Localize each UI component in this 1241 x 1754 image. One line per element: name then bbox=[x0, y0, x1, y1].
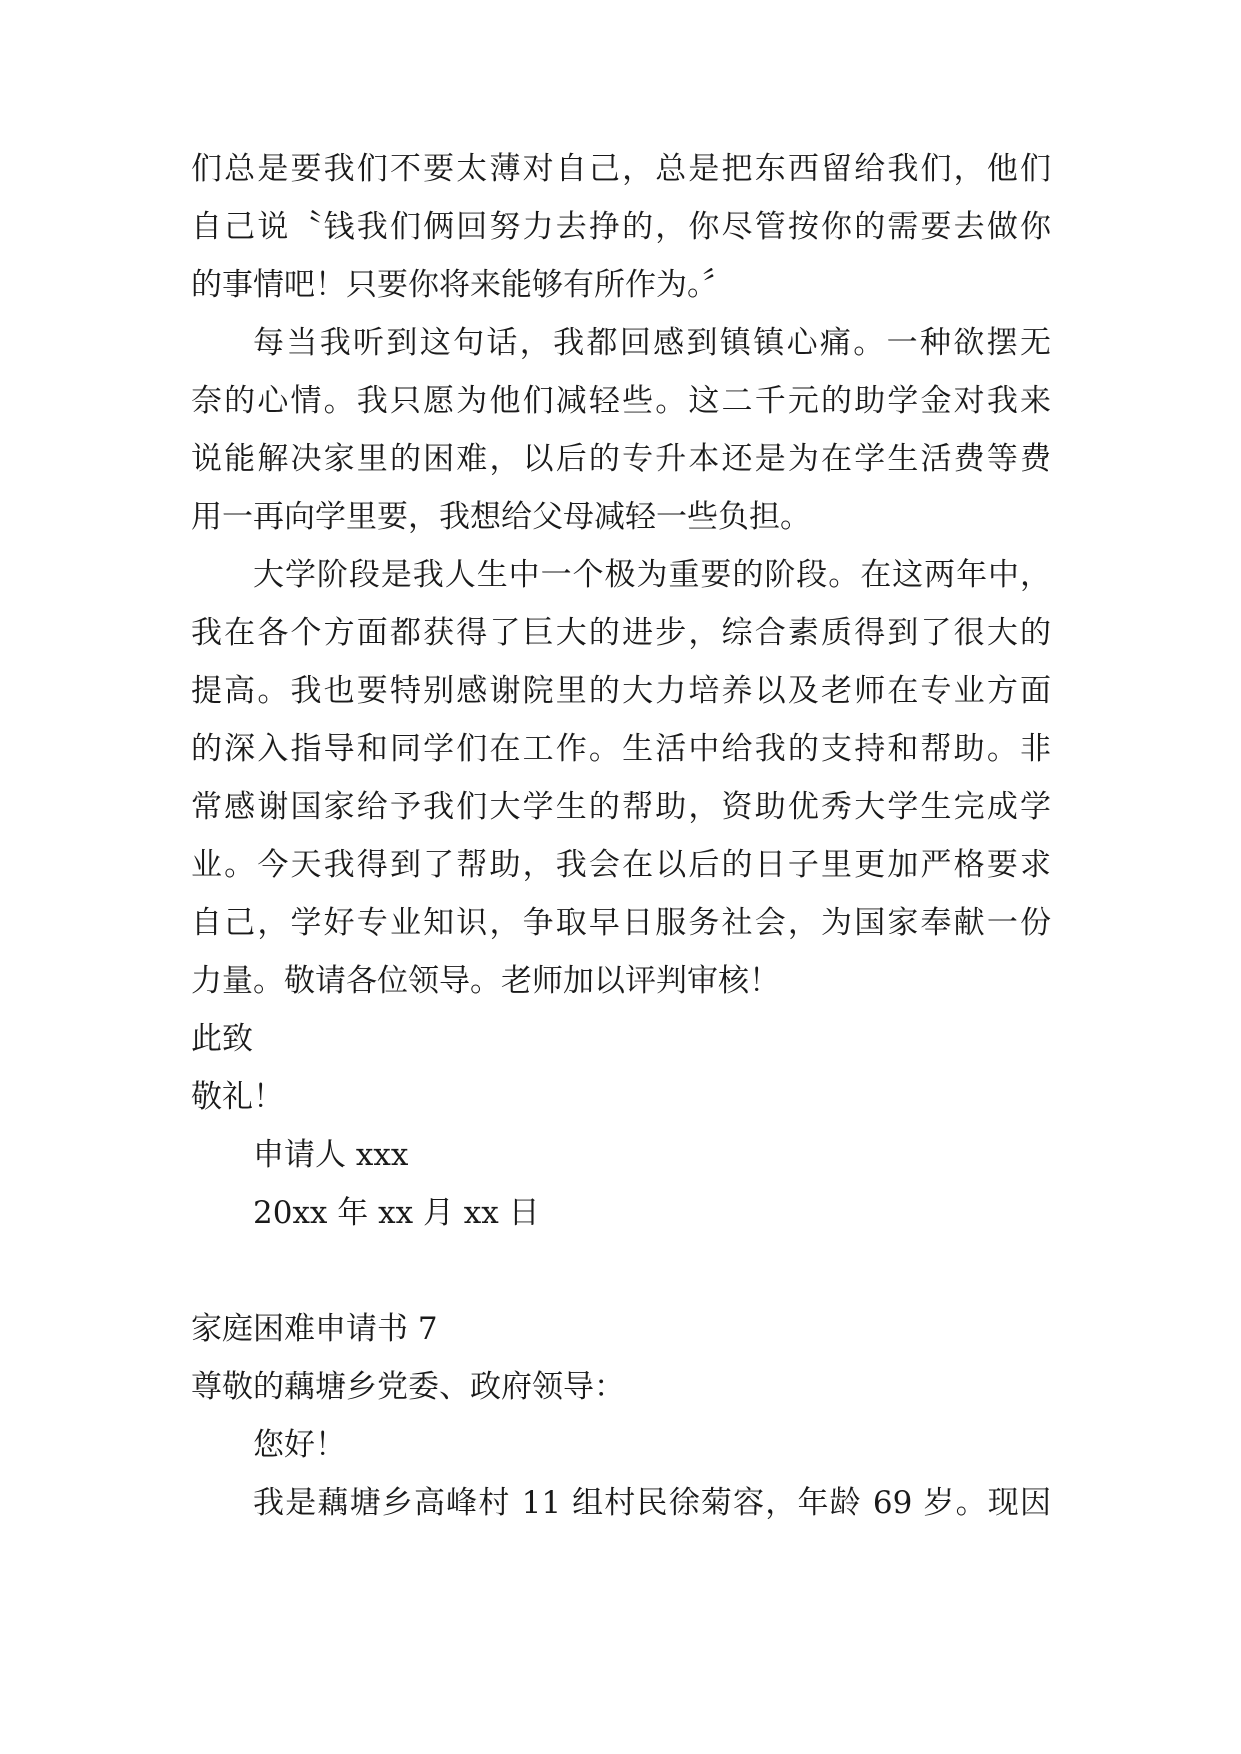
paragraph-line: 每当我听到这句话，我都回感到镇镇心痛。一种欲摆无 bbox=[253, 325, 1051, 361]
paragraph-line: 的深入指导和同学们在工作。生活中给我的支持和帮助。非 bbox=[191, 731, 1051, 767]
paragraph-line: 提高。我也要特别感谢院里的大力培养以及老师在专业方面 bbox=[191, 673, 1051, 709]
paragraph-line: 用一再向学里要，我想给父母减轻一些负担。 bbox=[191, 499, 811, 535]
paragraph-line: 奈的心情。我只愿为他们减轻些。这二千元的助学金对我来 bbox=[191, 383, 1051, 419]
paragraph-line: 我是藕塘乡高峰村 11 组村民徐菊容，年龄 69 岁。现因 bbox=[253, 1485, 1051, 1521]
applicant-signature: 申请人 xxx bbox=[253, 1137, 409, 1173]
paragraph-line: 的事情吧！只要你将来能够有所作为。〞 bbox=[191, 267, 734, 303]
paragraph-line: 常感谢国家给予我们大学生的帮助，资助优秀大学生完成学 bbox=[191, 789, 1051, 825]
paragraph-line: 自己说〝钱我们俩回努力去挣的，你尽管按你的需要去做你 bbox=[191, 209, 1051, 245]
signature-date: 20xx 年 xx 月 xx 日 bbox=[253, 1195, 540, 1231]
section-title: 家庭困难申请书 7 bbox=[191, 1311, 438, 1347]
letter-addressee: 尊敬的藕塘乡党委、政府领导： bbox=[191, 1369, 625, 1405]
letter-greeting: 您好！ bbox=[253, 1427, 346, 1463]
paragraph-line: 我在各个方面都获得了巨大的进步，综合素质得到了很大的 bbox=[191, 615, 1051, 651]
closing-regards: 敬礼！ bbox=[191, 1079, 284, 1115]
paragraph-line: 大学阶段是我人生中一个极为重要的阶段。在这两年中， bbox=[253, 557, 1051, 593]
paragraph-line: 业。今天我得到了帮助，我会在以后的日子里更加严格要求 bbox=[191, 847, 1051, 883]
paragraph-line: 自己，学好专业知识，争取早日服务社会，为国家奉献一份 bbox=[191, 905, 1051, 941]
paragraph-line: 力量。敬请各位领导。老师加以评判审核！ bbox=[191, 963, 780, 999]
paragraph-line: 说能解决家里的困难，以后的专升本还是为在学生活费等费 bbox=[191, 441, 1051, 477]
paragraph-line: 们总是要我们不要太薄对自己，总是把东西留给我们，他们 bbox=[191, 151, 1051, 187]
closing-salutation: 此致 bbox=[191, 1021, 253, 1057]
